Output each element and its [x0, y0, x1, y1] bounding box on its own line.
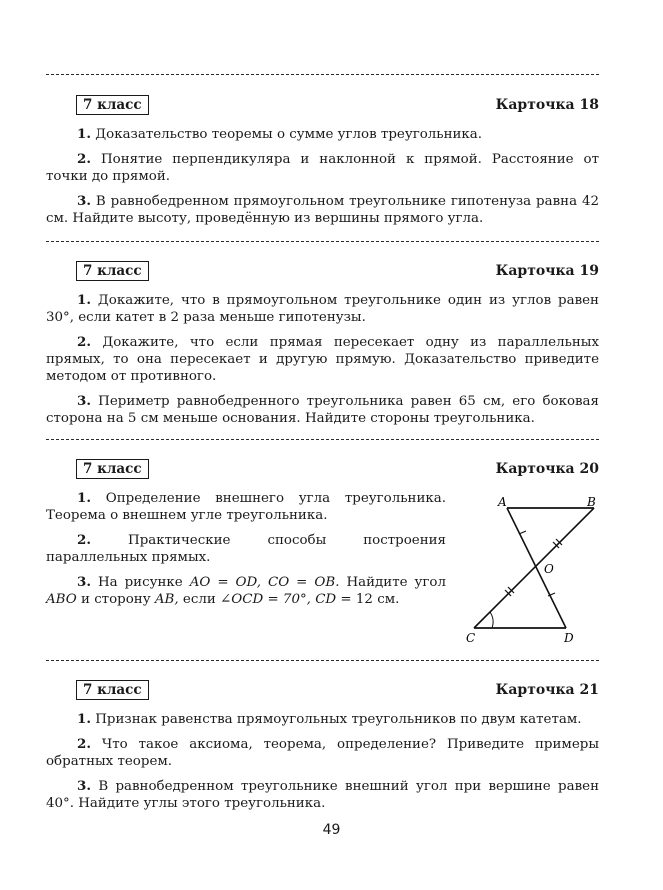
label-o: O — [544, 562, 554, 576]
card-20-text — [46, 490, 446, 608]
task-2: 2. Что такое аксиома, теорема, определение? Приведите примеры обратных теорем. — [46, 736, 599, 769]
label-c: C — [466, 631, 476, 645]
card-title: Карточка 21 — [495, 682, 599, 698]
task-1: 1. Докажите, что в прямоугольном треугольнике один из углов равен 30°, если катет в 2 раза меньше гипотенузы. — [46, 292, 599, 325]
task-2: 2. Практические способы построения параллельных прямых. — [46, 532, 446, 565]
label-d: D — [564, 631, 574, 645]
task-2: 2. Докажите, что если прямая пересекает одну из параллельных прямых, то она пересекает и другую прямую. Доказательство приведите методом от противного. — [46, 334, 599, 384]
card-header — [46, 680, 599, 702]
card-19 — [46, 261, 599, 427]
tick-mark-ao — [519, 531, 526, 534]
task-1: 1. Признак равенства прямоугольных треугольников по двум катетам. — [77, 711, 582, 727]
card-18 — [46, 95, 599, 227]
separator-line — [46, 660, 599, 661]
card-header — [46, 459, 599, 481]
grade-badge: 7 класс — [76, 459, 149, 479]
page-number: 49 — [322, 822, 341, 838]
task-1: 1. Определение внешнего угла треугольника. Теорема о внешнем угле треугольника. — [46, 490, 446, 523]
label-a: A — [498, 495, 507, 509]
card-header — [46, 95, 599, 117]
task-3: 3. Периметр равнобедренного треугольника равен 65 см, его боковая сторона на 5 см меньше основания. Найдите стороны треугольника. — [46, 393, 599, 426]
label-b: B — [587, 495, 596, 509]
geometry-figure — [455, 488, 605, 648]
separator-line — [46, 439, 599, 440]
task-3: 3. На рисунке AO = OD, CO = OB. Найдите угол ABO и сторону AB, если ∠OCD = 70°, CD = 12 см. — [46, 574, 446, 607]
task-1: 1. Доказательство теоремы о сумме углов треугольника. — [77, 126, 483, 142]
grade-badge: 7 класс — [76, 680, 149, 700]
card-header — [46, 261, 599, 283]
card-title: Карточка 20 — [495, 461, 599, 477]
card-title: Карточка 18 — [495, 97, 599, 113]
grade-badge: 7 класс — [76, 261, 149, 281]
segment-bc — [474, 508, 594, 628]
task-3: 3. В равнобедренном треугольнике внешний угол при вершине равен 40°. Найдите углы этого треугольника. — [46, 778, 599, 811]
grade-badge: 7 класс — [76, 95, 149, 115]
task-3: 3. В равнобедренном прямоугольном треугольнике гипотенуза равна 42 см. Найдите высоту, проведённую из вершины прямого угла. — [46, 193, 599, 226]
card-title: Карточка 19 — [495, 263, 599, 279]
task-2: 2. Понятие перпендикуляра и наклонной к прямой. Расстояние от точки до прямой. — [46, 151, 599, 184]
card-21 — [46, 680, 599, 812]
separator-line — [46, 74, 599, 75]
angle-arc-c — [490, 612, 493, 628]
segment-ad — [507, 508, 566, 628]
separator-line — [46, 241, 599, 242]
